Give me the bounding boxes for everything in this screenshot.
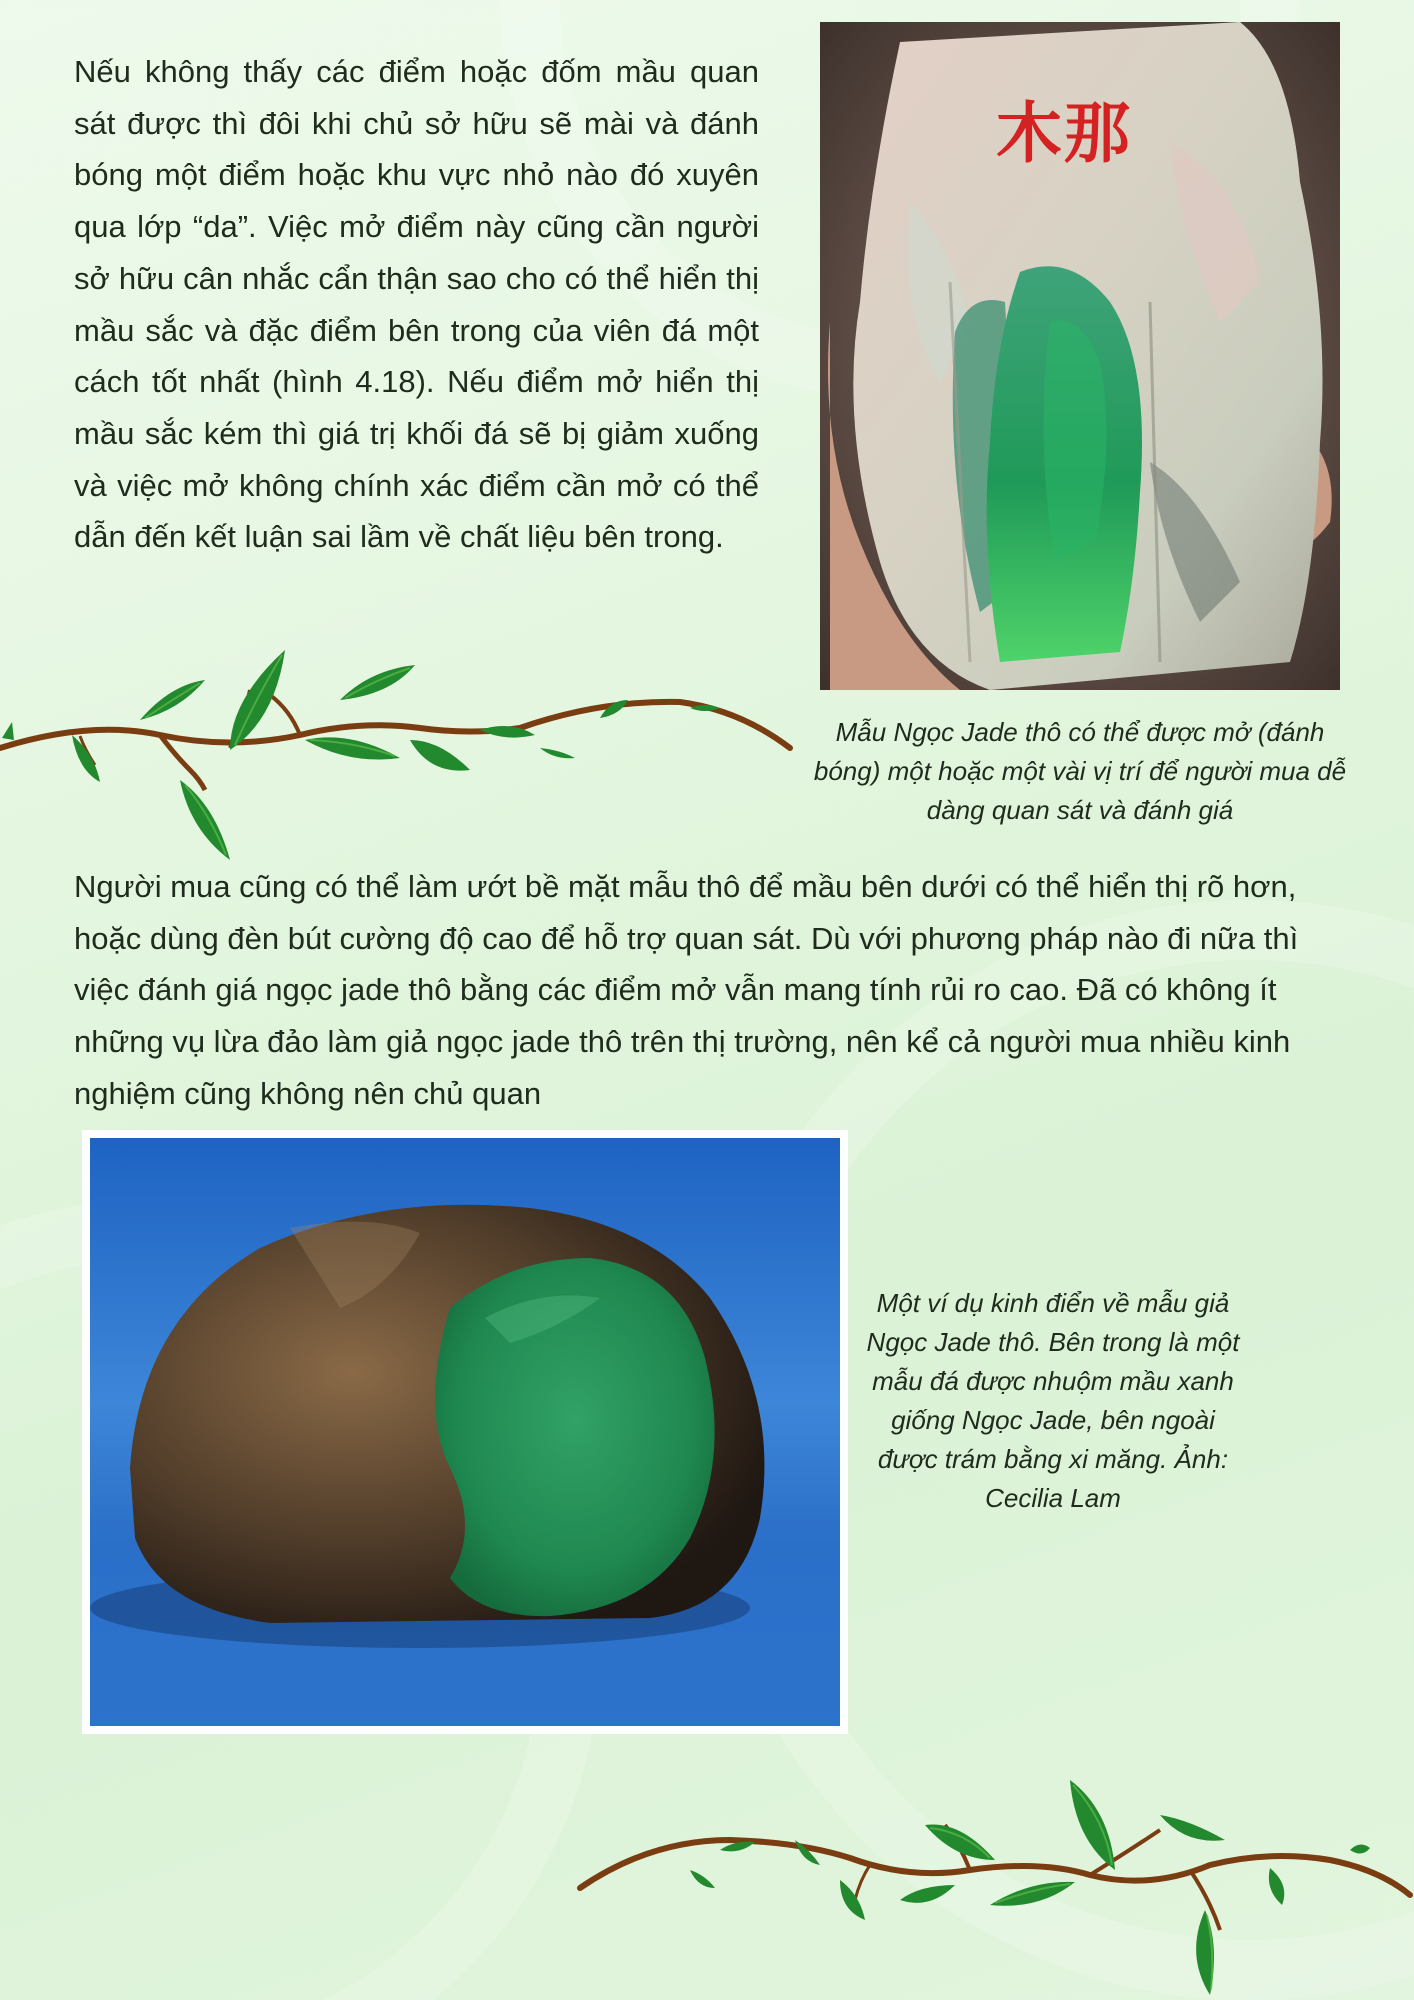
figure-1-overlay-label: 木那 [996, 95, 1132, 172]
leafy-branch-icon [570, 1770, 1414, 2000]
figure-2-fake-jade-photo [82, 1130, 848, 1734]
figure-1-caption: Mẫu Ngọc Jade thô có thể được mở (đánh bóng) một hoặc một vài vị trí để người mua dễ dàng quan sát và đánh giá [813, 717, 1347, 825]
figure-2-caption: Một ví dụ kinh điển về mẫu giả Ngọc Jade thô. Bên trong là một mẫu đá được nhuộm mầu xanh giống Ngọc Jade, bên ngoài được trám bằng xi măng. Ảnh: Cecilia Lam [866, 1288, 1240, 1513]
paragraph-1: Nếu không thấy các điểm hoặc đốm mầu quan sát được thì đôi khi chủ sở hữu sẽ mài và đánh bóng một điểm hoặc khu vực nhỏ nào đó xuyên qua lớp “da”. Việc mở điểm này cũng cần người sở hữu cân nhắc cẩn thận sao cho có thể hiển thị mầu sắc và đặc điểm bên trong của viên đá một cách tốt nhất (hình 4.18). Nếu điểm mở hiển thị mầu sắc kém thì giá trị khối đá sẽ bị giảm xuống và việc mở không chính xác điểm cần mở có thể dẫn đến kết luận sai lầm về chất liệu bên trong. [74, 54, 759, 555]
leafy-branch-icon [0, 640, 800, 880]
paragraph-2: Người mua cũng có thể làm ướt bề mặt mẫu thô để mầu bên dưới có thể hiển thị rõ hơn, hoặc dùng đèn bút cường độ cao để hỗ trợ quan sát. Dù với phương pháp nào đi nữa thì việc đánh giá ngọc jade thô bằng các điểm mở vẫn mang tính rủi ro cao. Đã có không ít những vụ lừa đảo làm giả ngọc jade thô trên thị trường, nên kể cả người mua nhiều kinh nghiệm cũng không nên chủ quan [74, 869, 1299, 1111]
fake-jade-image [90, 1138, 840, 1726]
figure-1-rough-jade-photo [820, 22, 1340, 690]
